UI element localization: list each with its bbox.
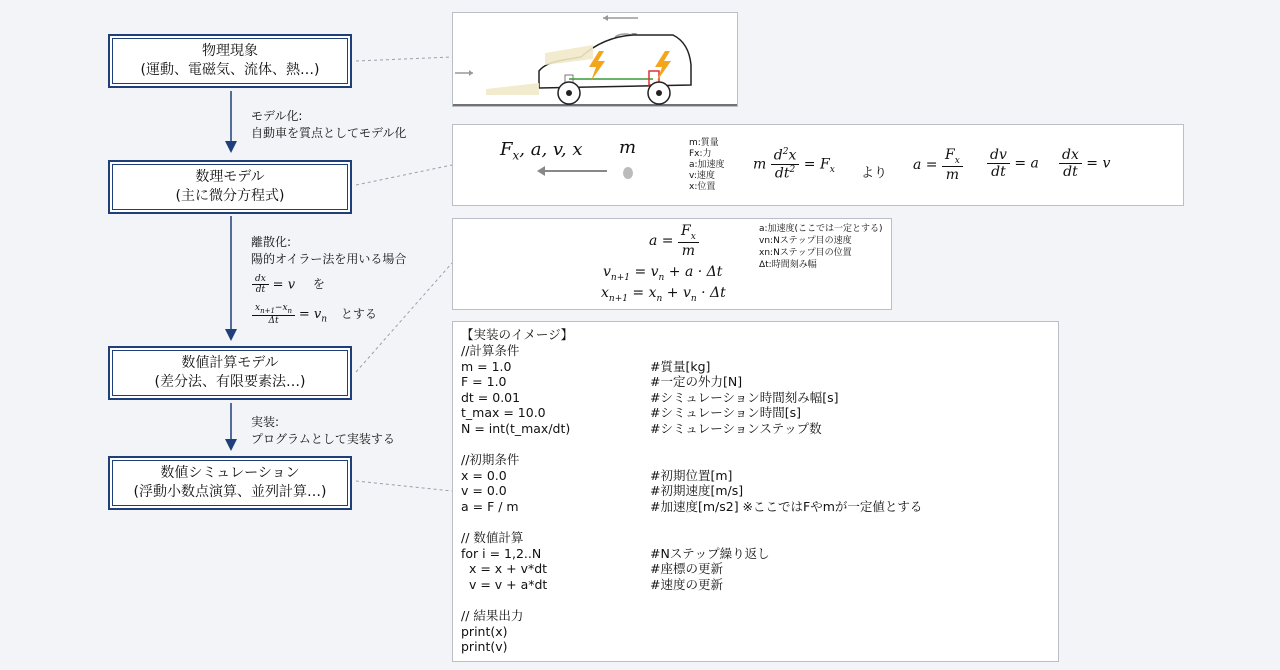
dashed-link-2	[356, 165, 452, 185]
discretize-formula-diff: $\frac{x_{n+1}-x_n}{\Delta t}$ = $v_n$ とする	[252, 303, 377, 326]
code-comment: #一定の外力[N]	[650, 374, 743, 390]
code-line	[461, 639, 1051, 655]
note-discretize: 離散化: 陽的オイラー法を用いる場合	[251, 235, 407, 266]
code-line	[461, 624, 1051, 640]
math-model-panel	[452, 124, 1184, 206]
stage-subtitle: (主に微分方程式)	[175, 188, 285, 204]
code-line	[461, 359, 1051, 375]
code-line	[461, 390, 1051, 406]
code-comment: #Nステップ繰り返し	[650, 545, 770, 561]
code-comment: #シミュレーション時間[s]	[650, 405, 801, 421]
stage-math-model	[108, 160, 352, 214]
stage-numerical-model	[108, 346, 352, 400]
code-statement: // 結果出力	[461, 608, 524, 624]
stage-subtitle: (運動、電磁気、流体、熱…)	[140, 62, 320, 78]
stage-title: 数理モデル	[195, 169, 265, 185]
code-line	[461, 452, 1051, 468]
car-illustration	[453, 13, 737, 106]
discrete-equation-v: $v_{n+1} = v_n + a \cdot \Delta t$	[603, 264, 723, 283]
stage-title: 数値シミュレーション	[160, 465, 300, 481]
stage-numerical-simulation	[108, 456, 352, 510]
discrete-model-panel	[452, 218, 892, 310]
dashed-link-1	[356, 57, 452, 61]
equation-velocity: $\frac{dv}{dt}$ = a	[987, 147, 1039, 180]
code-statement: //初期条件	[461, 452, 520, 468]
code-comment: #初期位置[m]	[650, 467, 733, 483]
code-comment: #初期速度[m/s]	[650, 483, 744, 499]
code-comment: #質量[kg]	[650, 358, 711, 374]
code-statement: for i = 1,2..N	[461, 545, 542, 561]
code-heading: 【実装のイメージ】	[461, 327, 574, 342]
equation-acceleration: a = $\frac{F_x}{m}$	[913, 147, 963, 183]
force-arrow	[537, 165, 607, 177]
discrete-legend: a:加速度(ここでは一定とする) vn:Nステップ目の速度 xn:Nステップ目の位置 Δt:時間刻み幅	[759, 224, 883, 270]
code-statement: // 数値計算	[461, 530, 524, 546]
code-line	[461, 468, 1051, 484]
code-line	[461, 421, 1051, 437]
code-line	[461, 343, 1051, 359]
code-statement: dt = 0.01	[461, 389, 521, 405]
code-line	[461, 530, 1051, 546]
code-line	[461, 577, 1051, 593]
variable-legend: m:質量 Fx:力 a:加速度 v:速度 x:位置	[689, 138, 725, 192]
code-statement: x = 0.0	[461, 467, 507, 483]
code-line	[461, 608, 1051, 624]
code-comment: #座標の更新	[650, 561, 723, 577]
code-line	[461, 561, 1051, 577]
equation-position: $\frac{dx}{dt}$ = v	[1059, 147, 1110, 180]
dashed-link-4	[356, 481, 452, 491]
code-statement: v = v + a*dt	[461, 577, 548, 592]
code-comment: #シミュレーション時間刻み幅[s]	[650, 389, 839, 405]
code-statement: //計算条件	[461, 343, 520, 358]
code-line	[461, 546, 1051, 562]
code-comment: #シミュレーションステップ数	[650, 421, 822, 436]
code-statement: F = 1.0	[461, 374, 507, 390]
note-implement: 実装: プログラムとして実装する	[251, 415, 395, 446]
code-statement: a = F / m	[461, 499, 519, 514]
code-line	[461, 437, 1051, 453]
code-comment: #加速度[m/s2] ※ここではFやmが一定値とする	[650, 499, 923, 514]
discrete-equation-a: a = $\frac{F_x}{m}$	[649, 223, 699, 259]
code-statement: t_max = 10.0	[461, 405, 546, 421]
code-line	[461, 515, 1051, 531]
state-variables: $F_x$, a, v, x	[500, 139, 583, 163]
equation-newton: m $\frac{d^2x}{dt^2}$ = $F_x$	[753, 147, 835, 182]
mass-symbol: m	[619, 137, 637, 158]
stage-subtitle: (浮動小数点演算、並列計算…)	[133, 484, 327, 500]
discrete-equation-x: $x_{n+1} = x_n + v_n \cdot \Delta t$	[601, 285, 726, 304]
mass-point	[623, 167, 633, 179]
code-statement: N = int(t_max/dt)	[461, 421, 571, 436]
code-statement: v = 0.0	[461, 483, 507, 499]
code-statement: print(v)	[461, 639, 508, 655]
stage-title: 物理現象	[202, 43, 258, 59]
code-line	[461, 483, 1051, 499]
stage-subtitle: (差分法、有限要素法…)	[154, 374, 306, 390]
code-statement: x = x + v*dt	[461, 561, 548, 577]
code-line	[461, 405, 1051, 421]
code-statement: m = 1.0	[461, 358, 512, 374]
discretize-formula-dxdt: $\frac{dx}{dt}$ = v を	[252, 274, 325, 296]
code-comment: #速度の更新	[650, 577, 723, 592]
yori-label: より	[861, 166, 888, 181]
code-line	[461, 593, 1051, 609]
note-modeling: モデル化: 自動車を質点としてモデル化	[251, 109, 407, 140]
code-panel	[452, 321, 1059, 662]
car-illustration-panel	[452, 12, 738, 107]
code-statement: print(x)	[461, 623, 508, 639]
stage-title: 数値計算モデル	[181, 355, 279, 371]
code-line	[461, 499, 1051, 515]
code-line	[461, 374, 1051, 390]
stage-physical-phenomena	[108, 34, 352, 88]
